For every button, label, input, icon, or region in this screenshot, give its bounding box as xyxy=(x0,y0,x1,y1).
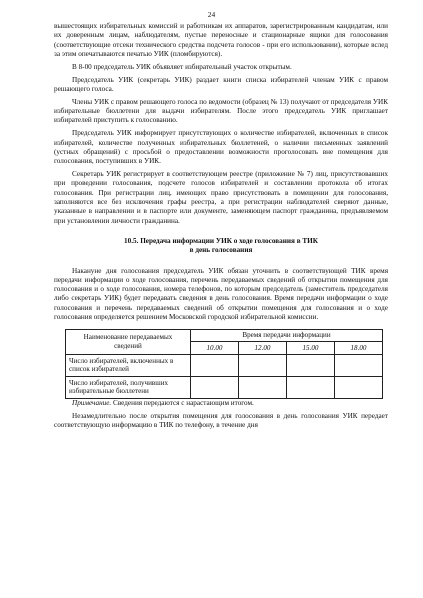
table-cell xyxy=(334,354,382,376)
table-time-cell: 18.00 xyxy=(334,341,382,354)
table-time-cell: 10.00 xyxy=(191,341,239,354)
table-row-label: Число избирателей, получивших избирательные бюллетени xyxy=(66,376,191,398)
table-cell xyxy=(191,376,239,398)
table-cell xyxy=(238,354,286,376)
page-number: 24 xyxy=(207,10,216,19)
paragraph: Незамедлительно после открытия помещения для голосования в день голосования УИК передает соответствующую информацию в ТИК по телефону, в течение дня xyxy=(54,411,388,430)
info-transfer-table xyxy=(65,329,383,399)
table-header-row xyxy=(66,330,383,342)
table-cell xyxy=(286,354,334,376)
paragraph: Председатель УИК информирует присутствующих о количестве избирателей, включенных в список избирателей, количестве полученных избирательных бюллетеней, о наличии письменных заявлений (устных обращений) с просьбой о предоставлении возможности проголосовать вне помещения для голосования, поступивших в УИК. xyxy=(54,129,388,166)
table-cell xyxy=(286,376,334,398)
paragraph: Накануне дня голосования председатель УИК обязан уточнить в соответствующей ТИК время передачи информации о ходе голосования, перечень передаваемых сведений об открытии помещения для голосования и о ходе голосования, номера телефонов, по которым председатель (заместитель председателя либо секретарь УИК) будет передавать сведения в день голосования. Время передачи информации о ходе голосования и перечень передаваемых сведений об открытии помещения для голосования и о ходе голосования определяется решением Московской городской избирательной комиссии. xyxy=(54,266,388,321)
paragraph: вышестоящих избирательных комиссий и работникам их аппаратов, зарегистрированным кандидатам, или их доверенным лицам, наблюдателям, пустые переносные и стационарные ящики для голосования (соответствующие отсеки технического средства подсчета голосов - при его использовании), которые вслед за этим опечатываются печатью УИК (пломбируются). xyxy=(54,22,388,58)
table-row-label: Число избирателей, включенных в список избирателей xyxy=(66,354,191,376)
note xyxy=(54,399,388,408)
paragraph: Председатель УИК (секретарь УИК) раздает книги списка избирателей членам УИК с правом решающего голоса. xyxy=(54,75,388,93)
paragraph: Секретарь УИК регистрирует в соответствующем реестре (приложение № 7) лиц, присутствовавших при проведении голосования, подсчете голосов избирателей и составлении протокола об итогах голосования. При регистрации лиц, имеющих право присутствовать в помещении для голосования, заполняются все без исключения графы реестра, а при регистрации наблюдателей сверяют данные, указанные в направлении и в паспорте или документе, заменяющем паспорт гражданина, предъявляемом при установлении личности гражданина. xyxy=(54,170,388,225)
note-label: Примечание. xyxy=(72,398,112,407)
section-title-line-2: в день голосования xyxy=(189,246,253,255)
table-cell xyxy=(191,354,239,376)
table-cell xyxy=(238,376,286,398)
table-header-name: Наименование передаваемых сведений xyxy=(66,330,191,355)
paragraph: В 8-00 председатель УИК объявляет избирательный участок открытым. xyxy=(72,62,292,71)
table-header-time: Время передачи информации xyxy=(191,330,383,342)
table-time-cell: 12.00 xyxy=(238,341,286,354)
section-title-line-1: 10.5. Передача информации УИК о ходе голосования в ТИК xyxy=(124,236,318,245)
section-heading xyxy=(54,237,388,256)
table-row xyxy=(66,354,383,376)
note-text: Сведения передаются с нарастающим итогом. xyxy=(111,398,254,407)
table-row xyxy=(66,376,383,398)
document-body xyxy=(54,22,388,434)
table-time-cell: 15.00 xyxy=(286,341,334,354)
paragraph: Члены УИК с правом решающего голоса по ведомости (образец № 13) получают от председателя УИК избирательные бюллетени для выдачи избирателям. После этого председатель УИК приглашает избирателей приступить к голосованию. xyxy=(54,97,388,125)
table-cell xyxy=(334,376,382,398)
